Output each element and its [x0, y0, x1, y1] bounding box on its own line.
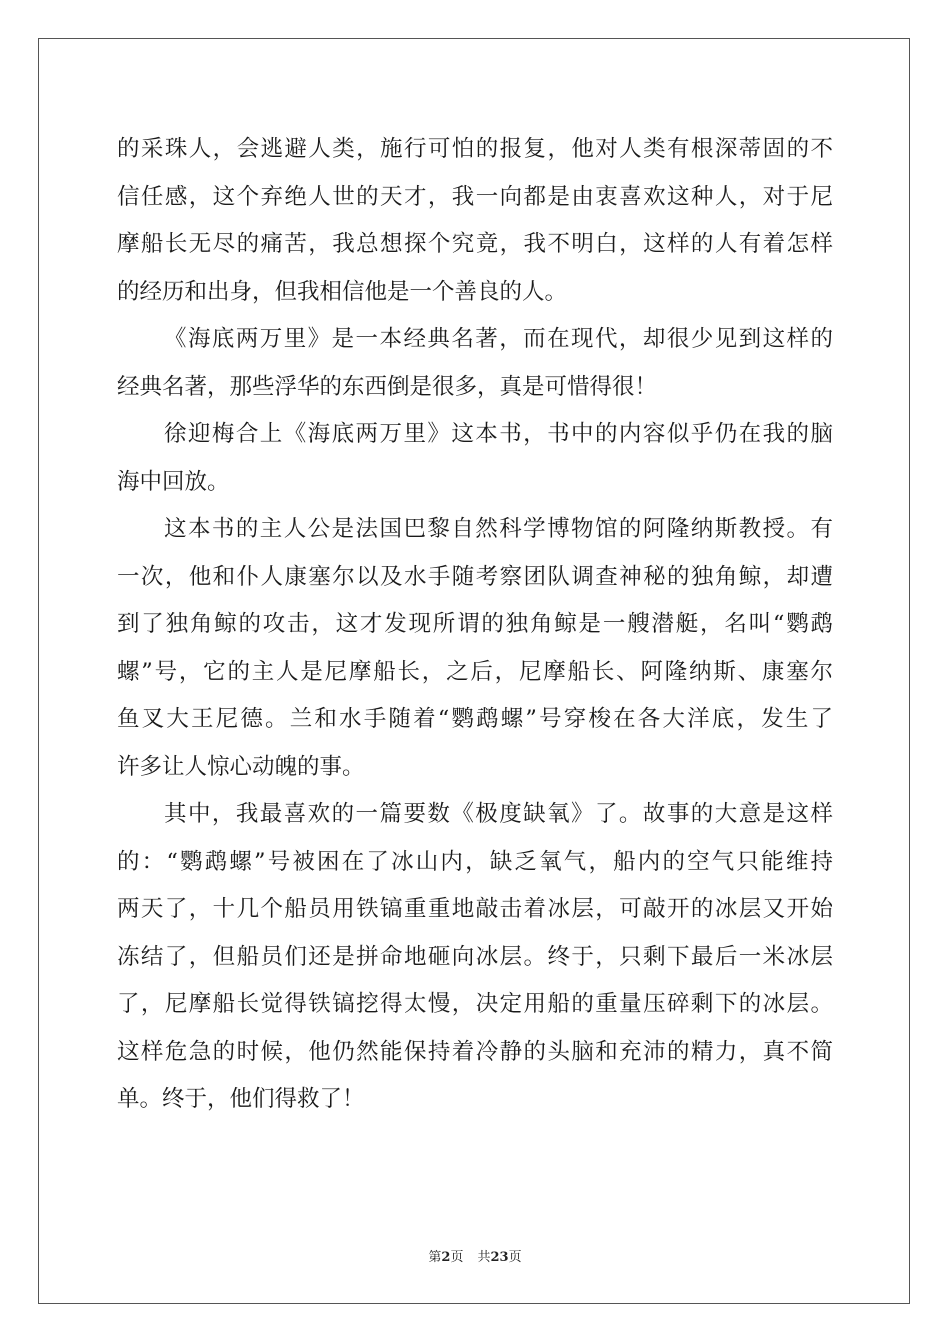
text-line: 一次，他和仆人康塞尔以及水手随考察团队调查神秘的独角鲸，却遭: [117, 563, 833, 590]
paragraph-first-line: 徐迎梅合上《海底两万里》这本书，书中的内容似乎仍在我的脑: [164, 421, 833, 447]
total-pages: 23: [490, 1250, 509, 1265]
page-prefix: 第: [428, 1250, 442, 1265]
text-line: 单。终于，他们得救了！: [117, 1086, 365, 1112]
text-line: 许多让人惊心动魄的事。: [117, 753, 365, 780]
paragraph-first-line: 其中，我最喜欢的一篇要数《极度缺氧》了。故事的大意是这样: [164, 801, 833, 827]
paragraph-first-line: 《海底两万里》是一本经典名著，而在现代，却很少见到这样的: [164, 326, 833, 352]
text-line: 到了独角鲸的攻击，这才发现所谓的独角鲸是一艘潜艇，名叫“鹦鹉: [117, 611, 833, 637]
paragraph-first-line: 这本书的主人公是法国巴黎自然科学博物馆的阿隆纳斯教授。有: [164, 516, 833, 542]
text-line: 的：“鹦鹉螺”号被困在了冰山内，缺乏氧气，船内的空气只能维持: [117, 848, 833, 875]
text-line: 的采珠人，会逃避人类，施行可怕的报复，他对人类有根深蒂固的不: [117, 136, 833, 162]
text-line: 信任感，这个弃绝人世的天才，我一向都是由衷喜欢这种人，对于尼: [117, 183, 833, 210]
body-text: [117, 126, 833, 1124]
text-line: 了，尼摩船长觉得铁镐挖得太慢，决定用船的重量压碎剩下的冰层。: [117, 991, 833, 1017]
text-line: 经典名著，那些浮华的东西倒是很多，真是可惜得很！: [117, 373, 658, 400]
text-line: 摩船长无尽的痛苦，我总想探个究竟，我不明白，这样的人有着怎样: [117, 231, 833, 257]
text-line: 鱼叉大王尼德。兰和水手随着“鹦鹉螺”号穿梭在各大洋底，发生了: [117, 706, 833, 732]
text-line: 两天了，十几个船员用铁镐重重地敲击着冰层，可敲开的冰层又开始: [117, 896, 833, 922]
page-footer: [0, 1246, 950, 1265]
text-line: 冻结了，但船员们还是拼命地砸向冰层。终于，只剩下最后一米冰层: [117, 943, 833, 970]
text-line: 海中回放。: [117, 468, 230, 495]
text-line: 这样危急的时候，他仍然能保持着冷静的头脑和充沛的精力，真不简: [117, 1038, 833, 1065]
total-suffix: 页: [508, 1250, 522, 1265]
page-number: 2: [441, 1250, 451, 1265]
text-line: 螺”号，它的主人是尼摩船长，之后，尼摩船长、阿隆纳斯、康塞尔: [117, 658, 833, 685]
page-suffix: 页: [450, 1250, 464, 1265]
text-line: 的经历和出身，但我相信他是一个善良的人。: [117, 278, 568, 305]
total-prefix: 共: [477, 1250, 491, 1265]
